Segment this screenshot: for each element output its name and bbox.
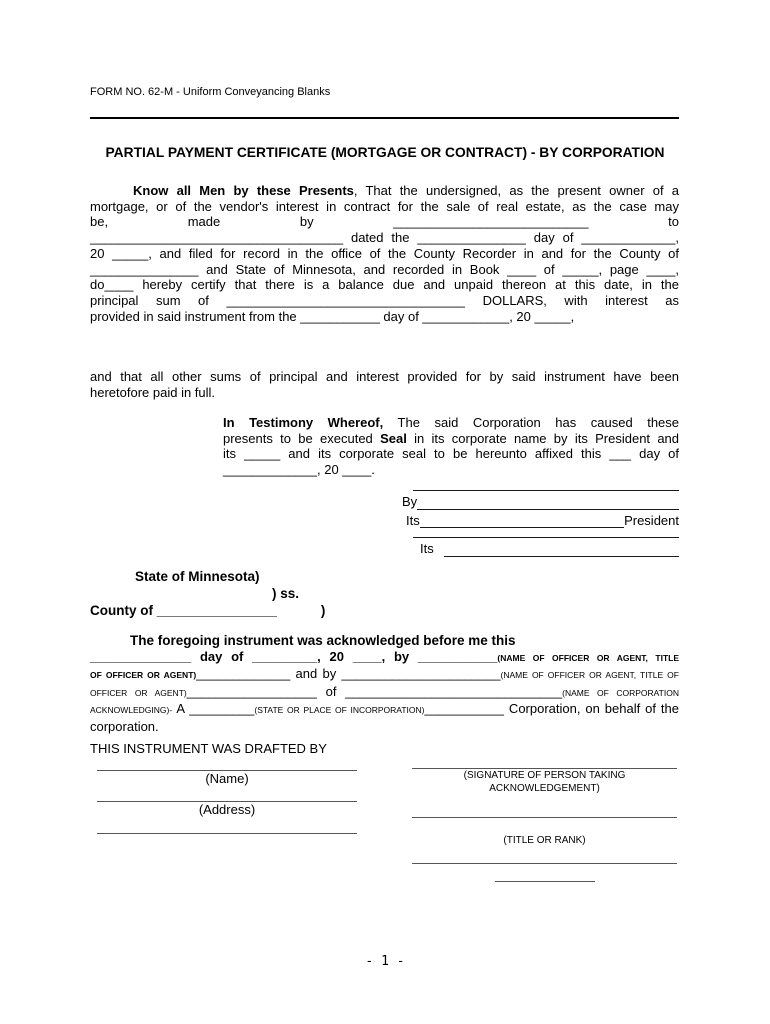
paragraph-line: provided in said instrument from the ___________ day of ____________, 20 _____, [90, 308, 575, 324]
paragraph-line: Know all Men by these Presents, That the undersigned, as the present owner of a [133, 183, 679, 198]
paragraph-line: OFFICER OR AGENT)__________________ of ______________________________(NAME OF CORPORATION [90, 683, 679, 699]
by-label: By [402, 494, 418, 509]
fine-print: OF OFFICER OR AGENT) [90, 670, 197, 680]
paragraph-line: presents to be executed Seal in its corporate name by its President and [223, 430, 680, 446]
its-blank-line [444, 541, 679, 557]
fine-print: (NAME OF OFFICER OR AGENT, TITLE OF [500, 670, 679, 680]
signature-caption-line1: (SIGNATURE OF PERSON TAKING [463, 770, 626, 781]
by-signature-row [402, 491, 679, 510]
fine-print: ACKNOWLEDGING)- [90, 705, 173, 715]
acknowledgment-paragraph [90, 633, 679, 734]
header-divider-rule [90, 117, 679, 119]
paragraph-line: _______________ and State of Minnesota, and recorded in Book ____ of _____, page ____, [90, 261, 679, 277]
paid-in-full-paragraph [90, 369, 679, 400]
paragraph-line: and that all other sums of principal and interest provided for by said instrument have been [90, 369, 679, 384]
spacer [402, 528, 679, 537]
paragraph-line: mortgage, or of the vendor's interest in contract for the sale of real estate, as the case may [90, 198, 679, 214]
county-close-paren: ) [320, 603, 326, 618]
short-blank-line [495, 881, 595, 882]
fine-print: (STATE OR PLACE OF INCORPORATION) [254, 705, 425, 715]
notary-venue-block [90, 568, 325, 619]
paragraph-line: be, made by ___________________________ to [90, 214, 679, 230]
testimony-lead: In Testimony Whereof, [223, 415, 384, 430]
title-rank-blank-line [412, 817, 677, 818]
paragraph-line: principal sum of _________________________________ DOLLARS, with interest as [90, 292, 679, 308]
testimony-clause [223, 415, 679, 478]
extra-blank-line [412, 863, 677, 864]
its-blank-line [420, 513, 624, 529]
fine-print: (NAME OF OFFICER OR AGENT, TITLE [497, 652, 679, 663]
acknowledgment-heading: The foregoing instrument was acknowledged before me this [130, 633, 516, 648]
lead-phrase: Know all Men by these Presents [133, 183, 354, 198]
fine-print: (NAME OF CORPORATION [562, 687, 679, 698]
signature-caption-line2: ACKNOWLEDGEMENT) [489, 783, 600, 794]
paragraph-line: corporation. [90, 718, 159, 734]
paragraph-line: ACKNOWLEDGING)- A _________(STATE OR PLACE OF INCORPORATION)___________ Corporation, on behalf of the [90, 701, 680, 716]
ss-line: ) ss. [272, 586, 300, 601]
paragraph-line: ______________ day of _________, 20 ____, by ___________(NAME OF OFFICER OR AGENT, TITLE [90, 648, 679, 664]
paragraph-line: 20 _____, and filed for record in the office of the County Recorder in and for the County of [90, 245, 679, 261]
address-caption: (Address) [198, 802, 256, 817]
paragraph-line: _____________, 20 ____. [223, 462, 375, 478]
its-label: Its [406, 512, 420, 528]
its-row [402, 538, 679, 557]
drafter-name-address-column [97, 770, 357, 834]
county-line: County of ________________ ) [90, 603, 326, 618]
paragraph-line: OF OFFICER OR AGENT)_____________ and by ______________________(NAME OF OFFICER OR AGENT, TITLE OF [90, 666, 679, 681]
paragraph-line: In Testimony Whereof, The said Corporation has caused these [223, 415, 680, 430]
document-title: PARTIAL PAYMENT CERTIFICATE (MORTGAGE OR CONTRACT) - BY CORPORATION [105, 145, 665, 160]
address-blank-line [97, 833, 357, 834]
state-line: State of Minnesota) [135, 569, 260, 584]
drafted-by-heading: THIS INSTRUMENT WAS DRAFTED BY [90, 741, 327, 756]
page-number: - 1 - [365, 954, 405, 969]
by-blank-line [417, 494, 679, 510]
title-rank-caption: (TITLE OR RANK) [503, 835, 586, 846]
president-label: President [624, 512, 679, 528]
certificate-paragraph [90, 183, 679, 324]
notary-signature-column [412, 768, 677, 882]
paragraph-line: do____ hereby certify that there is a balance due and unpaid thereon at this date, in the [90, 277, 679, 293]
paragraph-line: heretofore paid in full. [90, 384, 216, 400]
its-president-row [402, 510, 679, 529]
fine-print: OFFICER OR AGENT) [90, 687, 187, 698]
form-number-header: FORM NO. 62-M - Uniform Conveyancing Blanks [90, 86, 331, 98]
seal-word: Seal [380, 430, 407, 446]
its-label: Its [420, 541, 434, 556]
name-caption: (Name) [205, 771, 249, 786]
paragraph-line: its _____ and its corporate seal to be hereunto affixed this ___ day of [223, 446, 679, 462]
paragraph-line: ___________________________________ dated the _______________ day of _____________, [90, 230, 679, 246]
officer-signature-block [402, 490, 679, 557]
